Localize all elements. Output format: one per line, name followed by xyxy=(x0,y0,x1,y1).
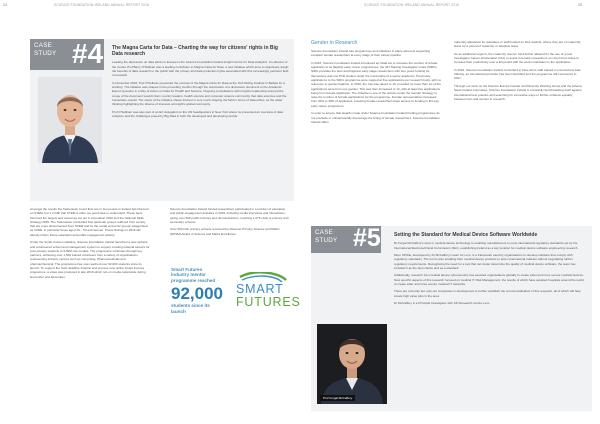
case-study-4 xyxy=(30,39,294,201)
researcher-photo xyxy=(317,324,387,404)
study-label: STUDY xyxy=(34,50,57,57)
stat-caption-line: Smart Futures xyxy=(171,267,203,272)
body-paragraph: Under the Smart Futures initiative, Science Foundation Ireland launched a new website and volunteered school and management system to support creating national careers for post primary students to STEM role models. The programme continues through key partners, achieving over 1,500 trained volunteers from a variety of organisations representing industry sectors such as computing, Pharmaceuticals and pharma/chemical. The programme has now reached over 92,000 students since its launch. To support the CAO deadline timeline and process new online Smart Futures programme, a video was produced in late 2016 which ran on media nationwide during November and December. xyxy=(30,240,150,279)
left-column-1 xyxy=(30,207,150,282)
case-study-5 xyxy=(311,226,592,411)
case-number: #4 xyxy=(72,38,104,69)
gender-column-2 xyxy=(454,40,584,104)
case-5-paragraph: Dr McCaffery is a Principal Investigator with SFI Research Centre Lero. xyxy=(394,301,491,306)
smart-futures-logo xyxy=(234,272,301,318)
page-number-right: 25 xyxy=(578,3,582,7)
stat-number: 92,000 xyxy=(171,284,223,304)
running-header-left: SCIENCE FOUNDATION IRELAND ANNUAL REPORT 2016 xyxy=(54,3,150,7)
case-5-paragraph: Dr Fergal McCaffery's work in medical device technology is enabling manufacturers to meet international regulatory standards set by the International Electrotechnical Commission (IEC), establishing Ireland as a key location for medical device software engineering research. xyxy=(394,241,579,250)
body-paragraph: maternity allowance for awardees or staff funded on their awards, where they are on maternity leave for a period of maternity or adoptive leave. xyxy=(454,40,581,49)
page-number-left: 24 xyxy=(3,3,7,7)
photo-caption: Prof Fergal McCaffery xyxy=(320,395,355,401)
researcher-illustration xyxy=(317,324,387,404)
case-study-tag xyxy=(311,226,381,253)
body-paragraph: As an additional support, the maternity reserve fund further allowed for the use of a new Investigator Career Acceleration (ICA) to assist in female researchers on return from leave to increase their productivity over a full period with the work undertaken in the application. xyxy=(454,51,579,65)
case-number: #5 xyxy=(353,224,381,252)
case-4-text xyxy=(112,45,290,122)
body-paragraph: Through our work on the Science Europe Gender and Diversity Working Group and the Athena Swan Ireland Committee, Science Foundation Ireland is constantly benchmarking itself against international best practice and searching for innovative ways to further enhance equality between men and women in research. xyxy=(454,83,582,101)
case-label: CASE xyxy=(315,229,334,236)
case-5-text xyxy=(394,232,586,309)
running-header-right: SCIENCE FOUNDATION IRELAND ANNUAL REPORT 2016 xyxy=(364,3,460,7)
stat-unit-line: students since its xyxy=(171,303,210,309)
body-paragraph: In 2016, Science Foundation Ireland committed to have all its staff trained in unconscious bias training, an international provider has been identified and the programme will commence in 2017. xyxy=(454,67,581,81)
body-paragraph: Science Foundation Ireland funded researchers participated in a number of education and public engagement activities in 2016, including media interviews and interactions, giving over 500 public lectures and demonstrations, reaching 1,075 visits to primary and secondary schools. xyxy=(170,207,289,224)
gender-column-1 xyxy=(311,40,441,127)
stat-caption-line: programme reached xyxy=(171,277,216,283)
body-paragraph: In order to ensure that awards made under Science Foundation Ireland funding programmes do not preclude or unintentionally discourage the hiring of female researchers, Science Foundation Ireland offers xyxy=(311,111,440,124)
case-5-paragraph: There are currently two spin-out companies in development to further establish the commercialisation of this research, all of which will help create high value jobs in the area. xyxy=(394,289,581,298)
left-column-2 xyxy=(170,207,290,239)
body-paragraph: Science Foundation Ireland has programmes and initiatives in place aimed at supporting excellent female researchers at every stage of their career pipeline. xyxy=(311,49,431,58)
logo-word-futures: FUTURES xyxy=(236,295,301,309)
case-4-paragraph: Leading the discussion on data ethics in Europe is the Science Foundation Ireland Insight Centre for Data Analytics. Co-director of the Centre Prof Barry O'Sullivan was a leading contributor to Magna Carta for Data, a new initiative which aims to objectively weigh the benefits of data research to the public with the privacy and data protection rights associated with this increasingly pertinent field of research. xyxy=(112,60,289,78)
stat-unit-line: launch xyxy=(171,308,186,314)
case-4-paragraph: In November 2016, Prof O'Sullivan presented the concept of the Magna Carta for Data at the Irish Ruling Institute in Belfast for a working. The initiative was shaped in the preceding months through the submission of a discussion document to the Academic Expert Question in a Day of Action on Data for Health and Science. Ongoing consultations with Insight's leadership ensured the scope of the document would inform country leaders, health science and computer science community that data sciences and the humanities overall. The vision of the initiative shows interest is very much shaping the field in terms of data ethics, as the wider thinking highlighting the diverse of interests at Insight's global community. xyxy=(112,80,287,107)
case-label: CASE xyxy=(34,42,53,49)
body-paragraph: Amongst the results the Taskmaster found that one in two people in Ireland felt informed on STEM, but 1 in fifth that STEM is often too good idea to understand. These have informed the targets and outcomes set out in Innovation 2020 and the National Skills Strategy 2025. The Taskmaster concluded that particular groups suffered from society that are more disconnected from STEM and by the social economic groups categorised as C2DE, in particular those aged 16 – 54 and women. These findings in 2016 will directly inform future education and public engagement activity. xyxy=(30,207,149,237)
portrait-photo xyxy=(38,77,102,163)
body-paragraph: Over 500 Irish primary schools received the Discover Primary Science and Maths (DPSM) Award of Science and Maths Excellence. xyxy=(170,227,280,236)
gender-heading: Gender in Research xyxy=(311,40,358,46)
body-paragraph: In 2016, Science Foundation Ireland introduced an initial set to increase the number of female applicants to its flagship early career programmes, the SFI Starting Investigator Grant (SIRG). SIRG provides the best and brightest early stage researchers with four years funding for themselves and one PhD student under the mentorship of a senior academic. Previously, applications to the SIRG programme were capped at five applications per research body, with no reference to gender balance. In 2016, the cap was raised to 10, provided no more than six of the applications were from one gender. This was then increased to 12, with at least five applications being from female applicants. The initiative is one of the actions under the Gender Strategy to raise the number of female applications for the programme. Female representation increased from 26% to 38% of applicants, ensuring female researchers have access to funding in this key early career programme. xyxy=(311,60,442,108)
case-4-paragraph: Prof O'Sullivan was also part of an EC delegation to the UN headquarters in New York where he presented an overview of data analytics and the challenges posed by Big Data in both the developed and developing worlds. xyxy=(112,109,283,119)
smart-futures-stat xyxy=(171,267,231,314)
case-4-title: The Magna Carta for Data – Charting the way for citizens' rights in Big Data research xyxy=(112,45,278,58)
study-label: STUDY xyxy=(315,237,338,244)
stat-caption-line: industry mentor xyxy=(171,272,206,278)
case-5-paragraph: More SPICE, developed by Dr McCaffery's team for Lero, is a framework used by organisations to develop software that comply with regulatory standards. The tool is also enabling their medical device products to enter international markets without negotiating further regulatory requirements. Recognising the need for a tool that can better determine the quality of medical device software, the team has included it as the best choice and as a standard. xyxy=(394,252,576,270)
portrait-illustration xyxy=(38,77,102,163)
case-study-tag xyxy=(30,39,104,70)
case-5-title: Setting the Standard for Medical Device Software Worldwide xyxy=(394,232,538,238)
logo-word-smart: SMART xyxy=(236,282,284,296)
case-5-paragraph: Additionally, research into medical device cybersecurity has assisted organisations globally to create safer and more secure medical devices. New specific aspects of this research focused on medical IT Risk Management, the results of which have assisted hospitals around the world to create safer and more secure medical IT networks. xyxy=(394,273,584,286)
